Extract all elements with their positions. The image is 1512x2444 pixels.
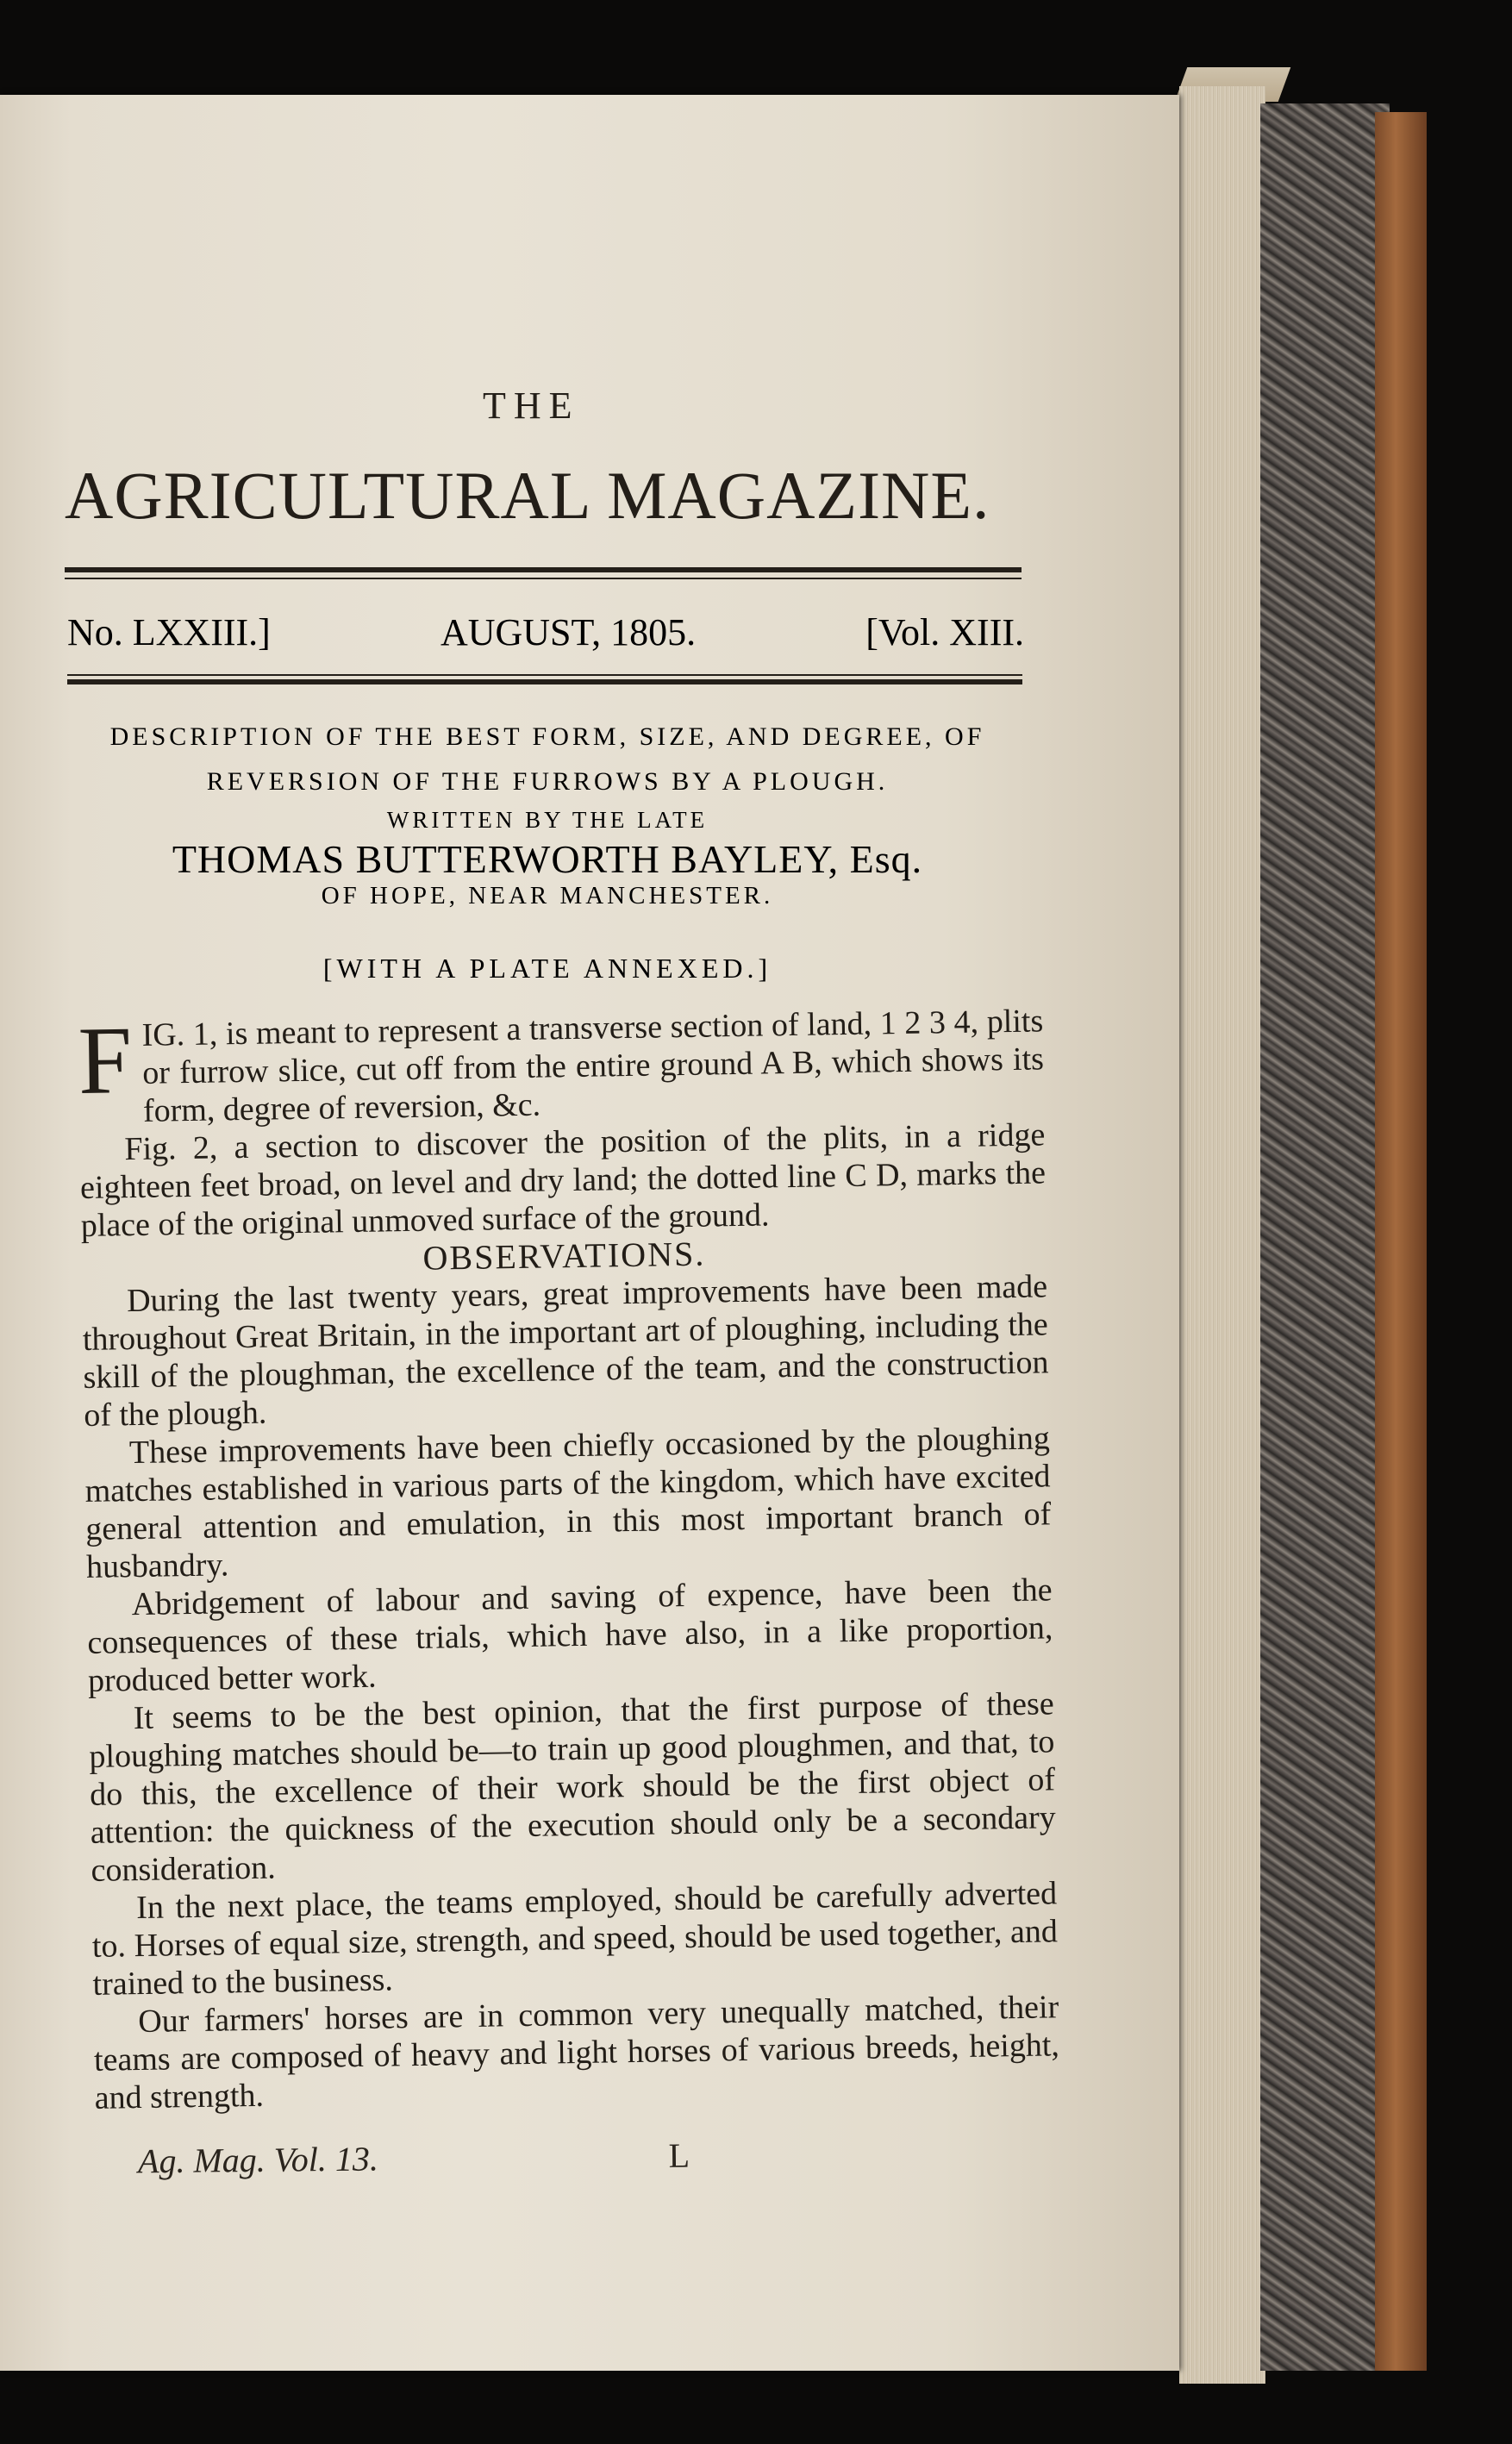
author-place: OF HOPE, NEAR MANCHESTER. [321,882,774,909]
drop-cap: F [77,1007,134,1115]
paragraph-matches: These improvements have been chiefly occasioned by the ploughing matches established in various parts of the kingdom, which have excited general attention and emulation, in this most important branch of husbandry. [84,1420,1052,1585]
signature-reference: Ag. Mag. Vol. 13. [137,2139,379,2181]
paragraph-teams: In the next place, the teams employed, should be carefully adverted to. Horses of equal size, strength, and speed, should be used together, and trained to the business. [91,1875,1059,2003]
leather-spine [1375,112,1427,2371]
masthead-the: THE [483,384,580,427]
article-author: THOMAS BUTTERWORTH BAYLEY, Esq. [172,837,923,881]
book-page [0,95,1179,2371]
plate-note: [WITH A PLATE ANNEXED.] [322,953,772,984]
article-description-2: REVERSION OF THE FURROWS BY A PLOUGH. [206,767,889,796]
page-footer [138,2135,690,2182]
issue-rule-thick [67,679,1022,684]
issue-number: No. LXXIII.] [67,611,271,653]
masthead-rule-thick [65,567,1022,572]
issue-volume: [Vol. XIII. [865,611,1024,653]
paragraph-abridgement: Abridgement of labour and saving of expence, have been the consequences of these trials, which have also, in a like proportion, produced better work. [87,1572,1053,1699]
issue-line [67,610,1024,662]
article-description-1: DESCRIPTION OF THE BEST FORM, SIZE, AND DEGREE, OF [109,722,985,751]
written-by: WRITTEN BY THE LATE [386,807,709,833]
paragraph-fig1 [78,1002,1045,1131]
section-heading: OBSERVATIONS. [422,1234,706,1278]
paragraph-fig2: Fig. 2, a section to discover the position of the plits, in a ridge eighteen feet broad, on level and dry land; the dotted line C D, marks the place of the original unmoved surface of the ground. [79,1116,1047,1244]
paragraph-improvements: During the last twenty years, great improvements have been made throughout Great Britain, in the important art of ploughing, including the skill of the ploughman, the excellence of the team, and the construction of the plough. [82,1268,1049,1434]
article-body [78,1002,1060,2116]
paragraph-fig1-text: IG. 1, is meant to represent a transverse section of land, 1 2 3 4, plits or furrow slice, cut off from the entire ground A B, which shows its form, degree of reversion, &c. [141,1003,1045,1129]
page-edges [1179,86,1265,2384]
paragraph-opinion: It seems to be the best opinion, that the first purpose of these ploughing matches should be—to train up good ploughmen, and that, to do this, the excellence of their work should be the first object of attention: the quickness of the execution should only be a secondary consideration. [89,1685,1057,1889]
marbled-cover [1260,103,1390,2371]
issue-date: AUGUST, 1805. [440,611,697,653]
masthead-rule-thin [65,578,1022,579]
paragraph-horses: Our farmers' horses are in common very unequally matched, their teams are composed of heavy and light horses of various breeds, height, and strength. [93,1989,1060,2116]
issue-rule-thin [67,674,1022,676]
masthead-title: AGRICULTURAL MAGAZINE. [65,458,990,533]
signature-mark: L [668,2135,690,2175]
